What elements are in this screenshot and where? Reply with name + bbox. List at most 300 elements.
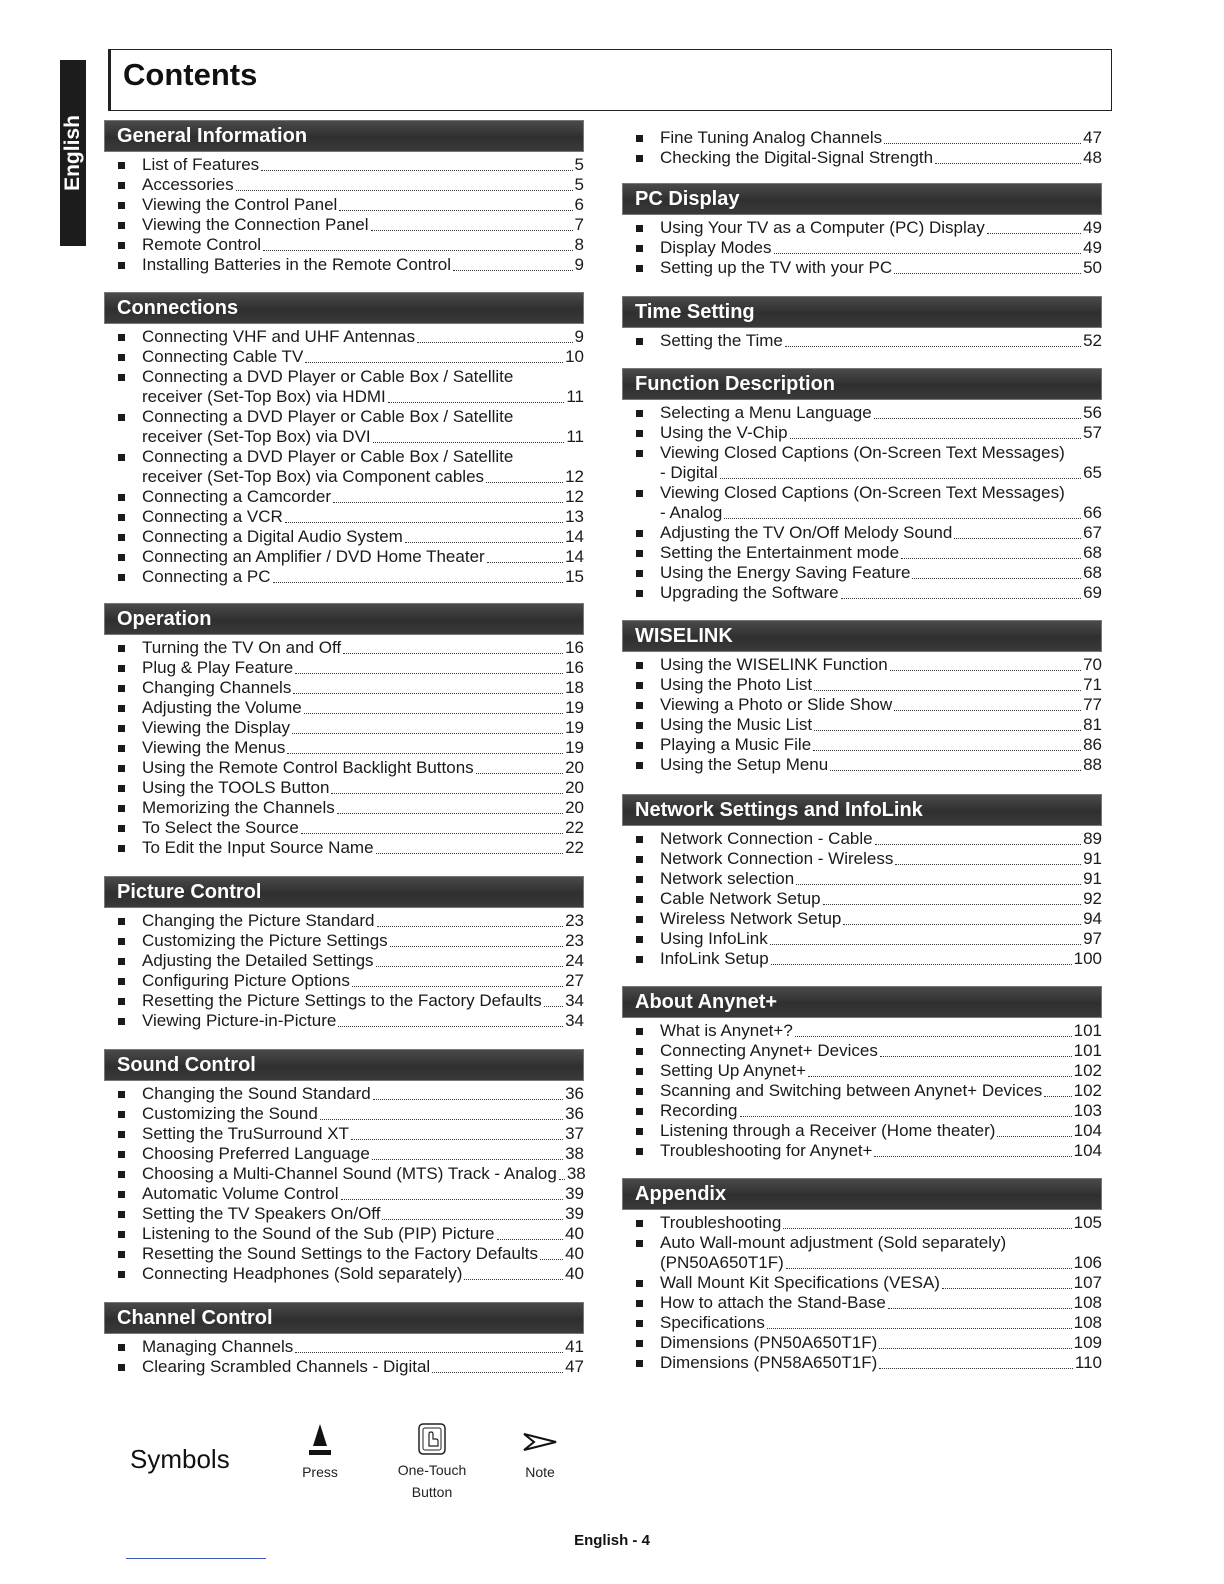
dot-leader (544, 1006, 563, 1007)
toc-entry-title-continued: - Digital (660, 463, 718, 482)
toc-entry-title: Memorizing the Channels (142, 798, 335, 817)
toc-entry-title: Connecting Anynet+ Devices (660, 1041, 878, 1060)
toc-entry (622, 543, 1102, 563)
dot-leader (786, 1268, 1072, 1269)
page-number: 7 (574, 215, 584, 234)
toc-list (622, 403, 1102, 603)
section (622, 368, 1102, 603)
dot-leader (771, 964, 1072, 965)
page-number: 37 (565, 1124, 584, 1143)
dot-leader (487, 562, 563, 563)
toc-entry-title: Using the TOOLS Button (142, 778, 330, 797)
toc-entry-title: How to attach the Stand-Base (660, 1293, 886, 1312)
dot-leader (830, 770, 1081, 771)
toc-entry-title: Listening through a Receiver (Home theater) (660, 1121, 996, 1140)
dot-leader (740, 1116, 1072, 1117)
toc-entry (104, 347, 584, 367)
toc-entry-title: Wireless Network Setup (660, 909, 842, 928)
dot-leader (305, 362, 563, 363)
toc-entry-title: Using the Remote Control Backlight Buttons (142, 758, 474, 777)
page-number: 6 (574, 195, 584, 214)
page-number: 13 (565, 507, 584, 526)
page-number: 101 (1073, 1041, 1102, 1060)
section (622, 296, 1102, 351)
toc-entry (104, 1011, 584, 1031)
toc-entry (622, 258, 1102, 278)
page-number: 12 (565, 467, 584, 486)
toc-entry-title: Setting Up Anynet+ (660, 1061, 807, 1080)
section-header: Picture Control (104, 876, 584, 908)
toc-entry-title: Configuring Picture Options (142, 971, 350, 990)
dot-leader (987, 233, 1081, 234)
dot-leader (724, 518, 1081, 519)
toc-entry-title: Adjusting the TV On/Off Melody Sound (660, 523, 953, 542)
toc-entry-title: Troubleshooting for Anynet+ (660, 1141, 873, 1160)
dot-leader (770, 944, 1081, 945)
dot-leader (813, 750, 1081, 751)
dot-leader (814, 730, 1081, 731)
page-number: 14 (565, 527, 584, 546)
section-header: WISELINK (622, 620, 1102, 652)
page-number: 16 (565, 658, 584, 677)
toc-list (622, 218, 1102, 278)
toc-entry-title: Checking the Digital-Signal Strength (660, 148, 934, 167)
dot-leader (293, 693, 563, 694)
toc-entry (104, 1144, 584, 1164)
toc-entry (622, 148, 1102, 168)
toc-entry-title: Customizing the Picture Settings (142, 931, 388, 950)
toc-entry (622, 715, 1102, 735)
page-number: 23 (565, 911, 584, 930)
dot-leader (285, 522, 563, 523)
page-number: 36 (565, 1084, 584, 1103)
toc-entry-title: Setting the Entertainment mode (660, 543, 900, 562)
toc-entry (104, 1084, 584, 1104)
toc-list (622, 331, 1102, 351)
dot-leader (720, 478, 1081, 479)
page-number: 5 (574, 155, 584, 174)
dot-leader (935, 163, 1081, 164)
press-icon (305, 1422, 335, 1458)
toc-entry-title: Connecting a VCR (142, 507, 283, 526)
toc-entry (622, 583, 1102, 603)
toc-entry-line2 (142, 387, 584, 407)
dot-leader (405, 542, 563, 543)
toc-entry (622, 423, 1102, 443)
page-number: 49 (1083, 238, 1102, 257)
page-number: 94 (1083, 909, 1102, 928)
toc-entry-title: Listening to the Sound of the Sub (PIP) Picture (142, 1224, 495, 1243)
page-number: 9 (574, 327, 584, 346)
page-number: 67 (1083, 523, 1102, 542)
toc-entry (622, 238, 1102, 258)
section (622, 1178, 1102, 1373)
section (104, 876, 584, 1031)
toc-entry (104, 991, 584, 1011)
page-number: 12 (565, 487, 584, 506)
dot-leader (388, 402, 565, 403)
toc-entry-title: Viewing Closed Captions (On-Screen Text Messages) (660, 443, 1065, 462)
section-header: Function Description (622, 368, 1102, 400)
toc-entry (104, 1337, 584, 1357)
page-number: 41 (565, 1337, 584, 1356)
dot-leader (373, 1099, 563, 1100)
toc-entry-title: Changing the Picture Standard (142, 911, 375, 930)
toc-entry-title: Network Connection - Wireless (660, 849, 894, 868)
toc-entry (104, 1124, 584, 1144)
section-header: Sound Control (104, 1049, 584, 1081)
dot-leader (785, 346, 1081, 347)
toc-entry (622, 1101, 1102, 1121)
toc-entry (104, 1264, 584, 1284)
toc-entry-title: Playing a Music File (660, 735, 812, 754)
dot-leader (767, 1328, 1072, 1329)
toc-entry (104, 407, 584, 447)
toc-entry-title-continued: receiver (Set-Top Box) via HDMI (142, 387, 386, 406)
toc-list (622, 128, 1102, 168)
toc-entry (622, 755, 1102, 775)
toc-entry (622, 675, 1102, 695)
toc-entry-title-continued: (PN50A650T1F) (660, 1253, 784, 1272)
dot-leader (453, 270, 573, 271)
toc-entry-title: Viewing a Photo or Slide Show (660, 695, 893, 714)
toc-entry-title: Connecting a DVD Player or Cable Box / Satellite (142, 367, 514, 386)
page-number: 66 (1083, 503, 1102, 522)
toc-entry (104, 638, 584, 658)
page-number: 27 (565, 971, 584, 990)
toc-entry-title: Managing Channels (142, 1337, 294, 1356)
toc-list (104, 638, 584, 858)
toc-entry-title-continued: - Analog (660, 503, 723, 522)
one-touch-button-icon (416, 1422, 448, 1456)
toc-entry (104, 547, 584, 567)
toc-entry (622, 1293, 1102, 1313)
toc-entry-title: Auto Wall-mount adjustment (Sold separately) (660, 1233, 1007, 1252)
page-number: 40 (565, 1224, 584, 1243)
section (104, 603, 584, 858)
dot-leader (464, 1279, 563, 1280)
toc-entry-title: Using the V-Chip (660, 423, 788, 442)
section (104, 120, 584, 275)
section (622, 794, 1102, 969)
dot-leader (301, 833, 563, 834)
page-number: 102 (1073, 1061, 1102, 1080)
page-number: 105 (1073, 1213, 1102, 1232)
toc-entry-title: Choosing a Multi-Channel Sound (MTS) Track - Analog (142, 1164, 557, 1183)
page-number: 89 (1083, 829, 1102, 848)
toc-entry (622, 889, 1102, 909)
page-number: 68 (1083, 563, 1102, 582)
title-box (108, 49, 1112, 111)
toc-entry (622, 563, 1102, 583)
toc-entry (622, 1213, 1102, 1233)
toc-entry-title: Using the Setup Menu (660, 755, 829, 774)
page-number: 68 (1083, 543, 1102, 562)
dot-leader (808, 1076, 1072, 1077)
toc-entry-title: Viewing the Menus (142, 738, 286, 757)
divider (126, 1558, 266, 1559)
page-number: 36 (565, 1104, 584, 1123)
toc-entry (104, 195, 584, 215)
toc-entry-title: Recording (660, 1101, 738, 1120)
toc-entry (622, 1353, 1102, 1373)
section-header: Channel Control (104, 1302, 584, 1334)
toc-list (622, 829, 1102, 969)
dot-leader (884, 143, 1081, 144)
toc-entry-title: Connecting Headphones (Sold separately) (142, 1264, 463, 1283)
page-number: 101 (1073, 1021, 1102, 1040)
page-number: 92 (1083, 889, 1102, 908)
page-number: 88 (1083, 755, 1102, 774)
toc-entry (622, 1121, 1102, 1141)
dot-leader (894, 273, 1081, 274)
toc-entry-title: Viewing the Control Panel (142, 195, 338, 214)
toc-entry-title-continued: receiver (Set-Top Box) via DVI (142, 427, 371, 446)
toc-entry-title: Plug & Play Feature (142, 658, 294, 677)
toc-entry (104, 175, 584, 195)
toc-entry-title: To Edit the Input Source Name (142, 838, 374, 857)
dot-leader (432, 1372, 563, 1373)
dot-leader (338, 1026, 563, 1027)
toc-list (104, 911, 584, 1031)
page-number: 57 (1083, 423, 1102, 442)
page-number: 47 (1083, 128, 1102, 147)
toc-entry-title: Resetting the Sound Settings to the Factory Defaults (142, 1244, 538, 1263)
section-header: PC Display (622, 183, 1102, 215)
page-number: 65 (1083, 463, 1102, 482)
page-number: 71 (1083, 675, 1102, 694)
language-tab-label: English (61, 115, 84, 191)
page-number: 19 (565, 698, 584, 717)
dot-leader (814, 690, 1081, 691)
toc-entry (104, 838, 584, 858)
toc-entry (104, 527, 584, 547)
toc-entry-title: Connecting a DVD Player or Cable Box / Satellite (142, 407, 514, 426)
toc-entry-title: Dimensions (PN58A650T1F) (660, 1353, 878, 1372)
page-number: 11 (566, 427, 584, 446)
toc-entry (104, 255, 584, 275)
dot-leader (382, 1219, 563, 1220)
page-number: 19 (565, 718, 584, 737)
page-number: 20 (565, 758, 584, 777)
press-caption: Press (302, 1464, 338, 1480)
toc-entry-title: Using the Energy Saving Feature (660, 563, 911, 582)
toc-entry (622, 949, 1102, 969)
page-number: 24 (565, 951, 584, 970)
page-number: 52 (1083, 331, 1102, 350)
dot-leader (337, 813, 563, 814)
toc-entry (104, 1184, 584, 1204)
dot-leader (377, 926, 564, 927)
toc-entry-title: Network selection (660, 869, 795, 888)
page-number: 18 (565, 678, 584, 697)
toc-entry (622, 1273, 1102, 1293)
toc-entry-title: Setting up the TV with your PC (660, 258, 893, 277)
toc-entry (622, 1061, 1102, 1081)
toc-entry-line2 (660, 1253, 1102, 1273)
page-number: 8 (574, 235, 584, 254)
toc-entry-title: Connecting VHF and UHF Antennas (142, 327, 416, 346)
toc-entry (622, 929, 1102, 949)
toc-entry-title: Dimensions (PN50A650T1F) (660, 1333, 878, 1352)
section-header: About Anynet+ (622, 986, 1102, 1018)
toc-entry-title: To Select the Source (142, 818, 299, 837)
toc-entry (104, 235, 584, 255)
toc-entry-title: Remote Control (142, 235, 262, 254)
dot-leader (795, 1036, 1072, 1037)
section-header: General Information (104, 120, 584, 152)
toc-entry-title: Using the WISELINK Function (660, 655, 888, 674)
page-number: 22 (565, 818, 584, 837)
page-number: 22 (565, 838, 584, 857)
language-tab (60, 60, 86, 246)
page-number: 56 (1083, 403, 1102, 422)
dot-leader (261, 170, 572, 171)
toc-entry (104, 678, 584, 698)
toc-entry (622, 1233, 1102, 1273)
toc-entry-title: Viewing Picture-in-Picture (142, 1011, 337, 1030)
toc-entry-title: Display Modes (660, 238, 772, 257)
page-number: 91 (1083, 869, 1102, 888)
page-number: 16 (565, 638, 584, 657)
page-number: 20 (565, 798, 584, 817)
dot-leader (790, 438, 1082, 439)
toc-entry-title: Specifications (660, 1313, 765, 1332)
page-number: 34 (565, 1011, 584, 1030)
toc-entry-title: Viewing the Connection Panel (142, 215, 369, 234)
page-number: 103 (1073, 1101, 1102, 1120)
dot-leader (879, 1368, 1073, 1369)
dot-leader (373, 442, 565, 443)
toc-entry (622, 695, 1102, 715)
toc-entry-title: Changing Channels (142, 678, 292, 697)
toc-entry-title: Troubleshooting (660, 1213, 782, 1232)
toc-entry (104, 447, 584, 487)
toc-entry (622, 849, 1102, 869)
toc-entry-title: List of Features (142, 155, 260, 174)
dot-leader (901, 558, 1081, 559)
dot-leader (1044, 1096, 1071, 1097)
page-number: 91 (1083, 849, 1102, 868)
toc-entry (622, 829, 1102, 849)
toc-entry-title: Using the Photo List (660, 675, 813, 694)
dot-leader (841, 598, 1081, 599)
toc-list (104, 327, 584, 587)
note-caption: Note (525, 1464, 555, 1480)
toc-entry-line2 (660, 503, 1102, 523)
toc-entry-title: Using InfoLink (660, 929, 768, 948)
page-number: 40 (565, 1264, 584, 1283)
toc-entry-title: Setting the TV Speakers On/Off (142, 1204, 381, 1223)
toc-entry-title: Connecting an Amplifier / DVD Home Theater (142, 547, 485, 566)
toc-entry-title: Selecting a Menu Language (660, 403, 872, 422)
section-header: Appendix (622, 1178, 1102, 1210)
toc-entry-title: Wall Mount Kit Specifications (VESA) (660, 1273, 940, 1292)
symbols-legend (130, 1420, 600, 1520)
toc-entry-title: Scanning and Switching between Anynet+ Devices (660, 1081, 1043, 1100)
toc-entry-title: Resetting the Picture Settings to the Factory Defaults (142, 991, 542, 1010)
page-number: 9 (574, 255, 584, 274)
toc-entry (622, 483, 1102, 523)
page-number: 109 (1073, 1333, 1102, 1352)
page-number: 5 (574, 175, 584, 194)
toc-entry-line2 (660, 463, 1102, 483)
page-footer: English - 4 (574, 1532, 650, 1549)
dot-leader (304, 713, 563, 714)
toc-entry-title: Using the Music List (660, 715, 813, 734)
toc-entry-title: Choosing Preferred Language (142, 1144, 370, 1163)
dot-leader (497, 1239, 564, 1240)
press-symbol (290, 1422, 350, 1483)
toc-entry (104, 215, 584, 235)
toc-entry-title: Accessories (142, 175, 234, 194)
toc-entry (104, 327, 584, 347)
section (104, 1302, 584, 1377)
dot-leader (292, 733, 563, 734)
toc-entry (104, 911, 584, 931)
section (622, 620, 1102, 775)
page-number: 34 (565, 991, 584, 1010)
page-number: 39 (565, 1184, 584, 1203)
toc-entry (622, 523, 1102, 543)
section-header: Connections (104, 292, 584, 324)
page-number: 104 (1073, 1121, 1102, 1140)
dot-leader (783, 1228, 1071, 1229)
dot-leader (823, 904, 1081, 905)
page-number: 97 (1083, 929, 1102, 948)
dot-leader (371, 230, 573, 231)
toc-entry-title: Cable Network Setup (660, 889, 821, 908)
dot-leader (351, 1139, 563, 1140)
toc-entry-title: Clearing Scrambled Channels - Digital (142, 1357, 431, 1376)
toc-entry-title: Connecting Cable TV (142, 347, 304, 366)
toc-entry-title: Connecting a DVD Player or Cable Box / Satellite (142, 447, 514, 466)
toc-list (104, 155, 584, 275)
toc-entry (104, 367, 584, 407)
page-number: 107 (1073, 1273, 1102, 1292)
page-number: 23 (565, 931, 584, 950)
toc-list (104, 1084, 584, 1284)
toc-entry (104, 658, 584, 678)
dot-leader (273, 582, 564, 583)
page-number: 102 (1073, 1081, 1102, 1100)
toc-entry-title: Customizing the Sound (142, 1104, 318, 1123)
page-number: 69 (1083, 583, 1102, 602)
page-number: 47 (565, 1357, 584, 1376)
page-number: 10 (565, 347, 584, 366)
dot-leader (263, 250, 572, 251)
toc-entry-title: Turning the TV On and Off (142, 638, 342, 657)
page-number: 15 (565, 567, 584, 586)
toc-entry (104, 1357, 584, 1377)
dot-leader (997, 1136, 1071, 1137)
dot-leader (880, 1056, 1072, 1057)
toc-entry (104, 567, 584, 587)
page-number: 38 (566, 1164, 586, 1183)
page-number: 108 (1073, 1313, 1102, 1332)
dot-leader (339, 210, 572, 211)
dot-leader (417, 342, 572, 343)
page-number: 86 (1083, 735, 1102, 754)
toc-entry (104, 487, 584, 507)
dot-leader (333, 502, 563, 503)
toc-entry-title: Connecting a Camcorder (142, 487, 331, 506)
toc-entry-title: What is Anynet+? (660, 1021, 793, 1040)
page-number: 106 (1073, 1253, 1102, 1272)
toc-entry-title: Setting the TruSurround XT (142, 1124, 349, 1143)
dot-leader (879, 1348, 1071, 1349)
page-number: 48 (1083, 148, 1102, 167)
